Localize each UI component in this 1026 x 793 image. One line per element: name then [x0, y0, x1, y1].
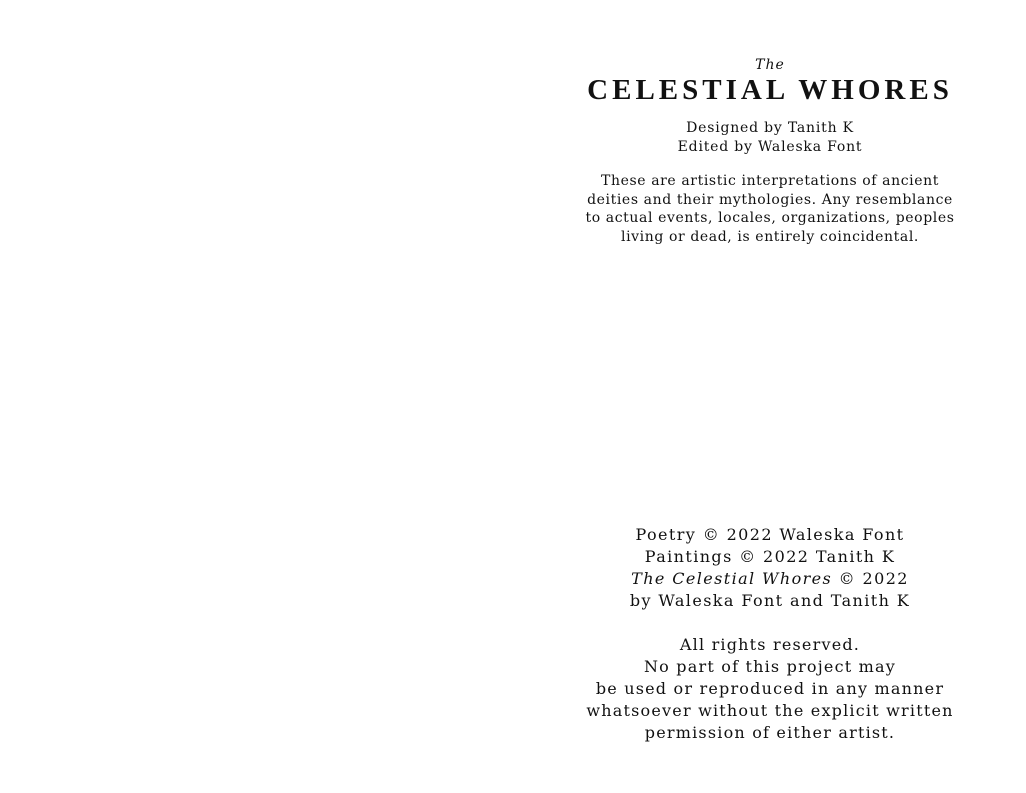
disclaimer-line: deities and their mythologies. Any resemblance	[587, 191, 953, 208]
disclaimer-line: These are artistic interpretations of ancient	[601, 173, 939, 189]
paintings-copyright: Paintings © 2022 Tanith K	[644, 547, 896, 566]
designer-credit: Designed by Tanith K	[686, 120, 854, 136]
rights-notice	[570, 634, 970, 744]
copyright-notice	[570, 524, 970, 612]
rights-line: be used or reproduced in any manner	[595, 679, 945, 698]
book-copyright-year: © 2022	[832, 569, 909, 588]
book-title-italic: The Celestial Whores	[631, 569, 833, 588]
right-page	[513, 0, 1026, 793]
book-title: CELESTIAL WHORES	[587, 74, 953, 106]
disclaimer	[570, 172, 970, 246]
copyright-block	[570, 524, 970, 744]
rights-line: All rights reserved.	[679, 635, 861, 654]
rights-line: permission of either artist.	[644, 723, 896, 742]
poetry-copyright: Poetry © 2022 Waleska Font	[635, 525, 905, 544]
book-copyright	[570, 568, 970, 590]
pre-title: The	[755, 57, 785, 73]
disclaimer-line: living or dead, is entirely coincidental.	[621, 228, 919, 245]
authors-line: by Waleska Font and Tanith K	[629, 591, 911, 610]
title-block	[570, 57, 970, 246]
editor-credit: Edited by Waleska Font	[677, 139, 863, 155]
disclaimer-line: to actual events, locales, organizations, peoples	[585, 210, 955, 226]
credits	[570, 119, 970, 157]
rights-line: whatsoever without the explicit written	[586, 701, 954, 720]
rights-line: No part of this project may	[643, 657, 897, 676]
